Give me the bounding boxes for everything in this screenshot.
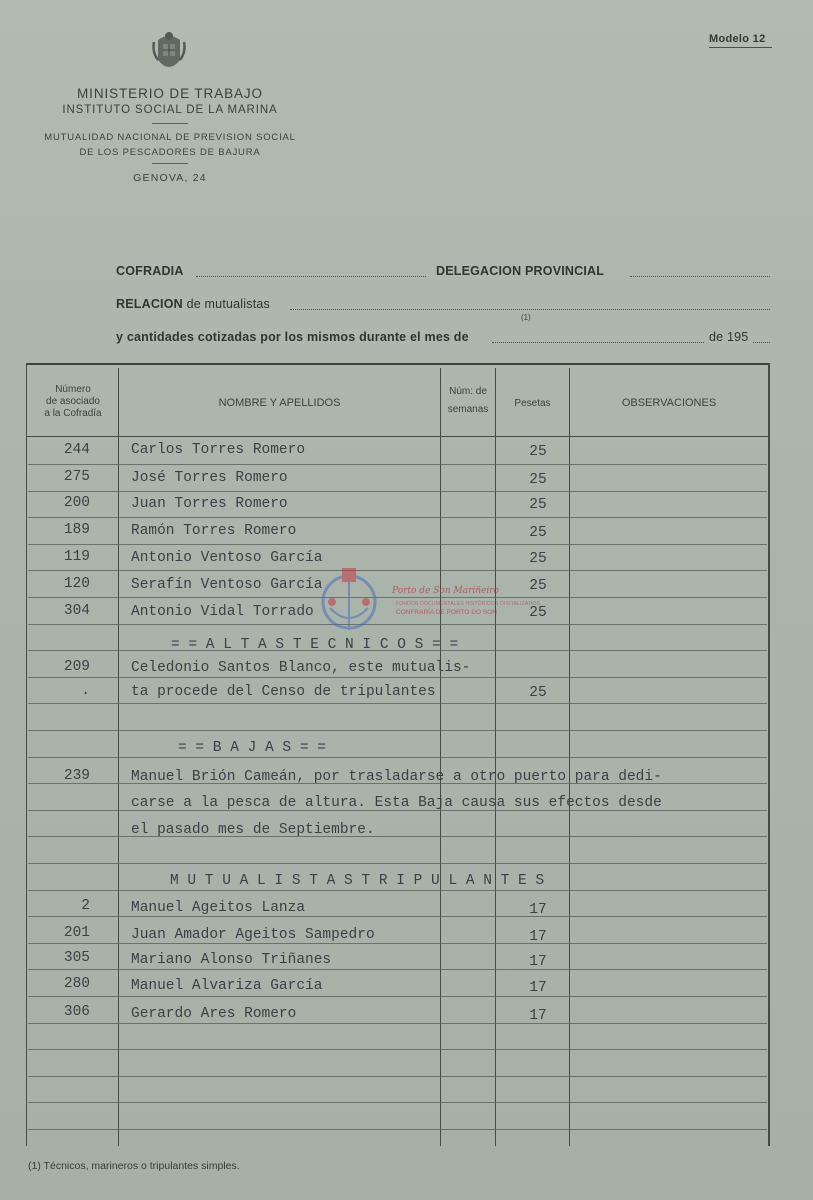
- header-numero: Número de asociado a la Cofradía: [44, 384, 102, 419]
- table-row-number: 304: [63, 603, 90, 619]
- header-observaciones: OBSERVACIONES: [621, 397, 717, 409]
- table-row-pesetas: 17: [529, 980, 547, 996]
- table-row-pesetas: 17: [529, 954, 547, 970]
- section-bajas: = = B A J A S = =: [178, 740, 326, 756]
- cantidades-label: y cantidades cotizadas por los mismos durante el mes de: [116, 330, 469, 344]
- table-left-border: [26, 363, 27, 1146]
- footnote-marker: (1): [521, 313, 531, 322]
- table-row-name: Antonio Vidal Torrado: [131, 604, 314, 620]
- section-mutualistas-tripulantes: M U T U A L I S T A S T R I P U L A N T E S: [170, 873, 545, 889]
- table-row-name: Serafín Ventoso García: [131, 577, 323, 593]
- table-header-border: [26, 436, 769, 437]
- table-row-number: 2: [81, 898, 90, 914]
- divider: [709, 47, 772, 48]
- table-rule-line: [28, 969, 767, 970]
- table-row-name: José Torres Romero: [131, 470, 288, 486]
- table-row-pesetas: 25: [529, 578, 547, 594]
- table-row-number: 189: [63, 522, 90, 538]
- table-rule-line: [28, 1076, 767, 1077]
- header-nombre: NOMBRE Y APELLIDOS: [218, 397, 341, 409]
- table-rule-line: [28, 996, 767, 997]
- header-semanas: Núm: de semanas: [447, 386, 489, 415]
- table-row-name: Ramón Torres Romero: [131, 523, 297, 539]
- table-row-pesetas: 25: [529, 551, 547, 567]
- mes-field[interactable]: [492, 341, 704, 343]
- relacion-label: RELACION de mutualistas: [116, 297, 270, 311]
- table-row-number: 200: [63, 495, 90, 511]
- table-row-number: 119: [63, 549, 90, 565]
- table-rule-line: [28, 757, 767, 758]
- header-pesetas: Pesetas: [514, 398, 551, 409]
- table-row-number: 275: [63, 469, 90, 485]
- table-rule-line: [28, 1049, 767, 1050]
- relacion-field[interactable]: [290, 308, 770, 310]
- delegacion-label: DELEGACION PROVINCIAL: [436, 264, 605, 278]
- table-rule-line: [28, 703, 767, 704]
- archive-stamp-icon: [318, 568, 380, 640]
- table-row-name: Manuel Brión Camеán, por trasladarse a otro puerto para dedi-: [131, 769, 662, 785]
- table-row-name: Manuel Alvariza García: [131, 978, 323, 994]
- table-row-number: 306: [63, 1004, 90, 1020]
- table-rule-line: [28, 570, 767, 571]
- table-rule-line: [28, 597, 767, 598]
- table-row-number: 120: [63, 576, 90, 592]
- table-row-pesetas: 25: [529, 685, 547, 701]
- cofradia-label: COFRADIA: [116, 264, 184, 278]
- table-rule-line: [28, 916, 767, 917]
- table-rule-line: [28, 1102, 767, 1103]
- year-field[interactable]: [753, 341, 770, 343]
- mutual-title-line2: DE LOS PESCADORES DE BAJURA: [79, 147, 261, 158]
- table-row-name: Mariano Alonso Triñanes: [131, 952, 332, 968]
- table-row-pesetas: 17: [529, 1008, 547, 1024]
- table-row-number: 280: [63, 976, 90, 992]
- stamp-org: CONFRARÍA DE PORTO DO SON: [396, 609, 497, 616]
- table-row-number: 244: [63, 442, 90, 458]
- stamp-title: Porto de Son Mariñeiro: [392, 586, 499, 596]
- table-row-number: 239: [63, 768, 90, 784]
- table-row-name: Antonio Ventoso García: [131, 550, 323, 566]
- table-row-pesetas: 25: [529, 525, 547, 541]
- section-altas-tecnicos: = = A L T A S T E C N I C O S = =: [171, 637, 459, 653]
- table-rule-line: [28, 943, 767, 944]
- mutual-title-line1: MUTUALIDAD NACIONAL DE PREVISION SOCIAL: [44, 132, 296, 143]
- table-rule-line: [28, 491, 767, 492]
- table-row-pesetas: 25: [529, 472, 547, 488]
- institute-title: INSTITUTO SOCIAL DE LA MARINA: [62, 104, 278, 116]
- table-rule-line: [28, 624, 767, 625]
- divider: [152, 123, 188, 124]
- table-rule-line: [28, 677, 767, 678]
- ministry-title: MINISTERIO DE TRABAJO: [77, 86, 263, 101]
- table-right-border: [768, 363, 770, 1146]
- form-model-number: Modelo 12: [709, 33, 766, 45]
- footnote: (1) Técnicos, marineros o tripulantes simples.: [28, 1160, 240, 1172]
- table-row-pesetas: 17: [529, 902, 547, 918]
- table-row-pesetas: 25: [529, 444, 547, 460]
- table-rule-line: [28, 1023, 767, 1024]
- cofradia-field[interactable]: [196, 275, 426, 277]
- table-row-name: Gerardo Ares Romero: [131, 1006, 297, 1022]
- delegacion-field[interactable]: [630, 275, 770, 277]
- table-row-name: Carlos Torres Romero: [131, 442, 306, 458]
- table-row-name: Celedonio Santos Blanco, este mutualis-: [131, 660, 471, 676]
- table-rule-line: [28, 1129, 767, 1130]
- table-row-name: Juan Torres Romero: [131, 496, 288, 512]
- table-row-pesetas: 25: [529, 605, 547, 621]
- table-row-continuation: el pasado mes de Septiembre.: [131, 822, 375, 838]
- address: GENOVA, 24: [133, 172, 207, 184]
- coat-of-arms-icon: [150, 30, 188, 76]
- table-rule-line: [28, 544, 767, 545]
- stamp-subtitle: FONDOS DOCUMENTALES HISTÓRICOS DIXITALIZADOS: [396, 601, 540, 607]
- table-row-name: ta procede del Censo de tripulantes: [131, 684, 436, 700]
- table-row-number: .: [81, 683, 90, 699]
- table-row-name: Manuel Agеitos Lanza: [131, 900, 306, 916]
- table-top-border: [26, 363, 769, 365]
- year-label: de 195: [709, 330, 749, 344]
- table-row-number: 201: [63, 925, 90, 941]
- table-rule-line: [28, 890, 767, 891]
- table-rule-line: [28, 517, 767, 518]
- table-row-name: Juan Amador Ageitos Sampedro: [131, 927, 375, 943]
- table-row-number: 305: [63, 950, 90, 966]
- table-row-pesetas: 25: [529, 497, 547, 513]
- table-row-continuation: carse a la pesca de altura. Esta Baja causa sus efectos desde: [131, 795, 662, 811]
- table-row-number: 209: [63, 659, 90, 675]
- table-rule-line: [28, 464, 767, 465]
- table-row-pesetas: 17: [529, 929, 547, 945]
- divider: [152, 163, 188, 164]
- table-rule-line: [28, 730, 767, 731]
- table-rule-line: [28, 863, 767, 864]
